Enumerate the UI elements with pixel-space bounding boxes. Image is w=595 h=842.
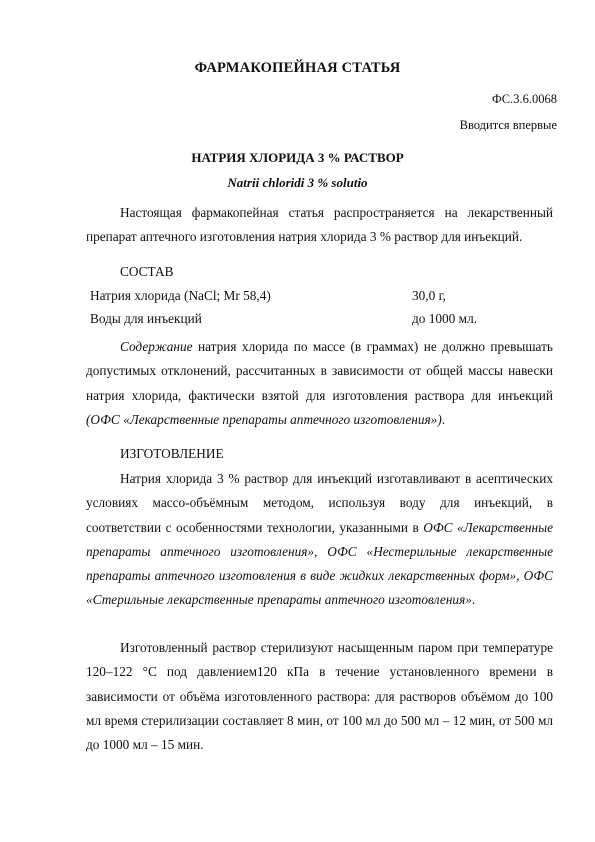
composition-amount: 30,0 г, xyxy=(412,288,446,303)
content-paragraph: Содержание натрия хлорида по массе (в граммах) не должно превышать допустимых отклонений, рассчитанных в зависимости от общей массы навески натрия хлорида, фактически взятой для изготовления раствора для инъекций (ОФС «Лекарственные препараты аптечного изготовления»). xyxy=(86,339,553,427)
latin-name: Natrii chloridi 3 % solutio xyxy=(227,175,368,190)
manufacture-text: Натрия хлорида 3 % раствор для инъекций изготавливают в асептических условиях массо-объёмным методом, используя воду для инъекций, в соответствии с особенностями технологии, указанными в xyxy=(86,471,553,535)
composition-ingredient: Воды для инъекций xyxy=(90,311,202,326)
preamble-paragraph: Настоящая фармакопейная статья распространяется на лекарственный препарат аптечного изготовления натрия хлорида 3 % раствор для инъекций. xyxy=(86,205,553,245)
intro-note: Вводится впервые xyxy=(459,118,557,132)
composition-amount: до 1000 мл. xyxy=(412,311,478,326)
monograph-name: НАТРИЯ ХЛОРИДА 3 % РАСТВОР xyxy=(191,150,404,165)
manufacture-paragraph: Натрия хлорида 3 % раствор для инъекций изготавливают в асептических условиях массо-объёмным методом, используя воду для инъекций, в соответствии с особенностями технологии, указанными в ОФС «Лекарственные препараты аптечного изготовления», ОФС «Нестерильные лекарственные препараты аптечного изготовления в виде жидких лекарственных форм», ОФС «Стерильные лекарственные препараты аптечного изготовления». xyxy=(86,471,554,608)
content-text: натрия хлорида по массе (в граммах) не должно превышать допустимых отклонений, рассчитанных в зависимости от общей массы навески натрия хлорида, фактически взятой для изготовления раствора для инъекций xyxy=(86,339,553,403)
monograph-code: ФС.3.6.0068 xyxy=(491,92,557,106)
content-reference: (ОФС «Лекарственные препараты аптечного изготовления») xyxy=(86,411,442,427)
document-title: ФАРМАКОПЕЙНАЯ СТАТЬЯ xyxy=(194,60,401,76)
content-label: Содержание xyxy=(120,339,193,354)
composition-heading: СОСТАВ xyxy=(120,264,174,279)
sterilization-paragraph: Изготовленный раствор стерилизуют насыщенным паром при температуре 120–122 °С под давлением120 кПа в течение установленного времени в зависимости от объёма изготовленного раствора: для растворов объёмом до 100 мл время стерилизации составляет 8 мин, от 100 мл до 500 мл – 12 мин, от 500 мл до 1000 мл – 15 мин. xyxy=(86,640,553,753)
composition-ingredient: Натрия хлорида (NaCl; Mr 58,4) xyxy=(90,288,271,303)
manufacture-heading: ИЗГОТОВЛЕНИЕ xyxy=(120,446,224,461)
manufacture-references: ОФС «Лекарственные препараты аптечного изготовления», ОФС «Нестерильные лекарственные препараты аптечного изготовления в виде жидких лекарственных форм», ОФС «Стерильные лекарственные препараты аптечного изготовления» xyxy=(86,519,554,608)
